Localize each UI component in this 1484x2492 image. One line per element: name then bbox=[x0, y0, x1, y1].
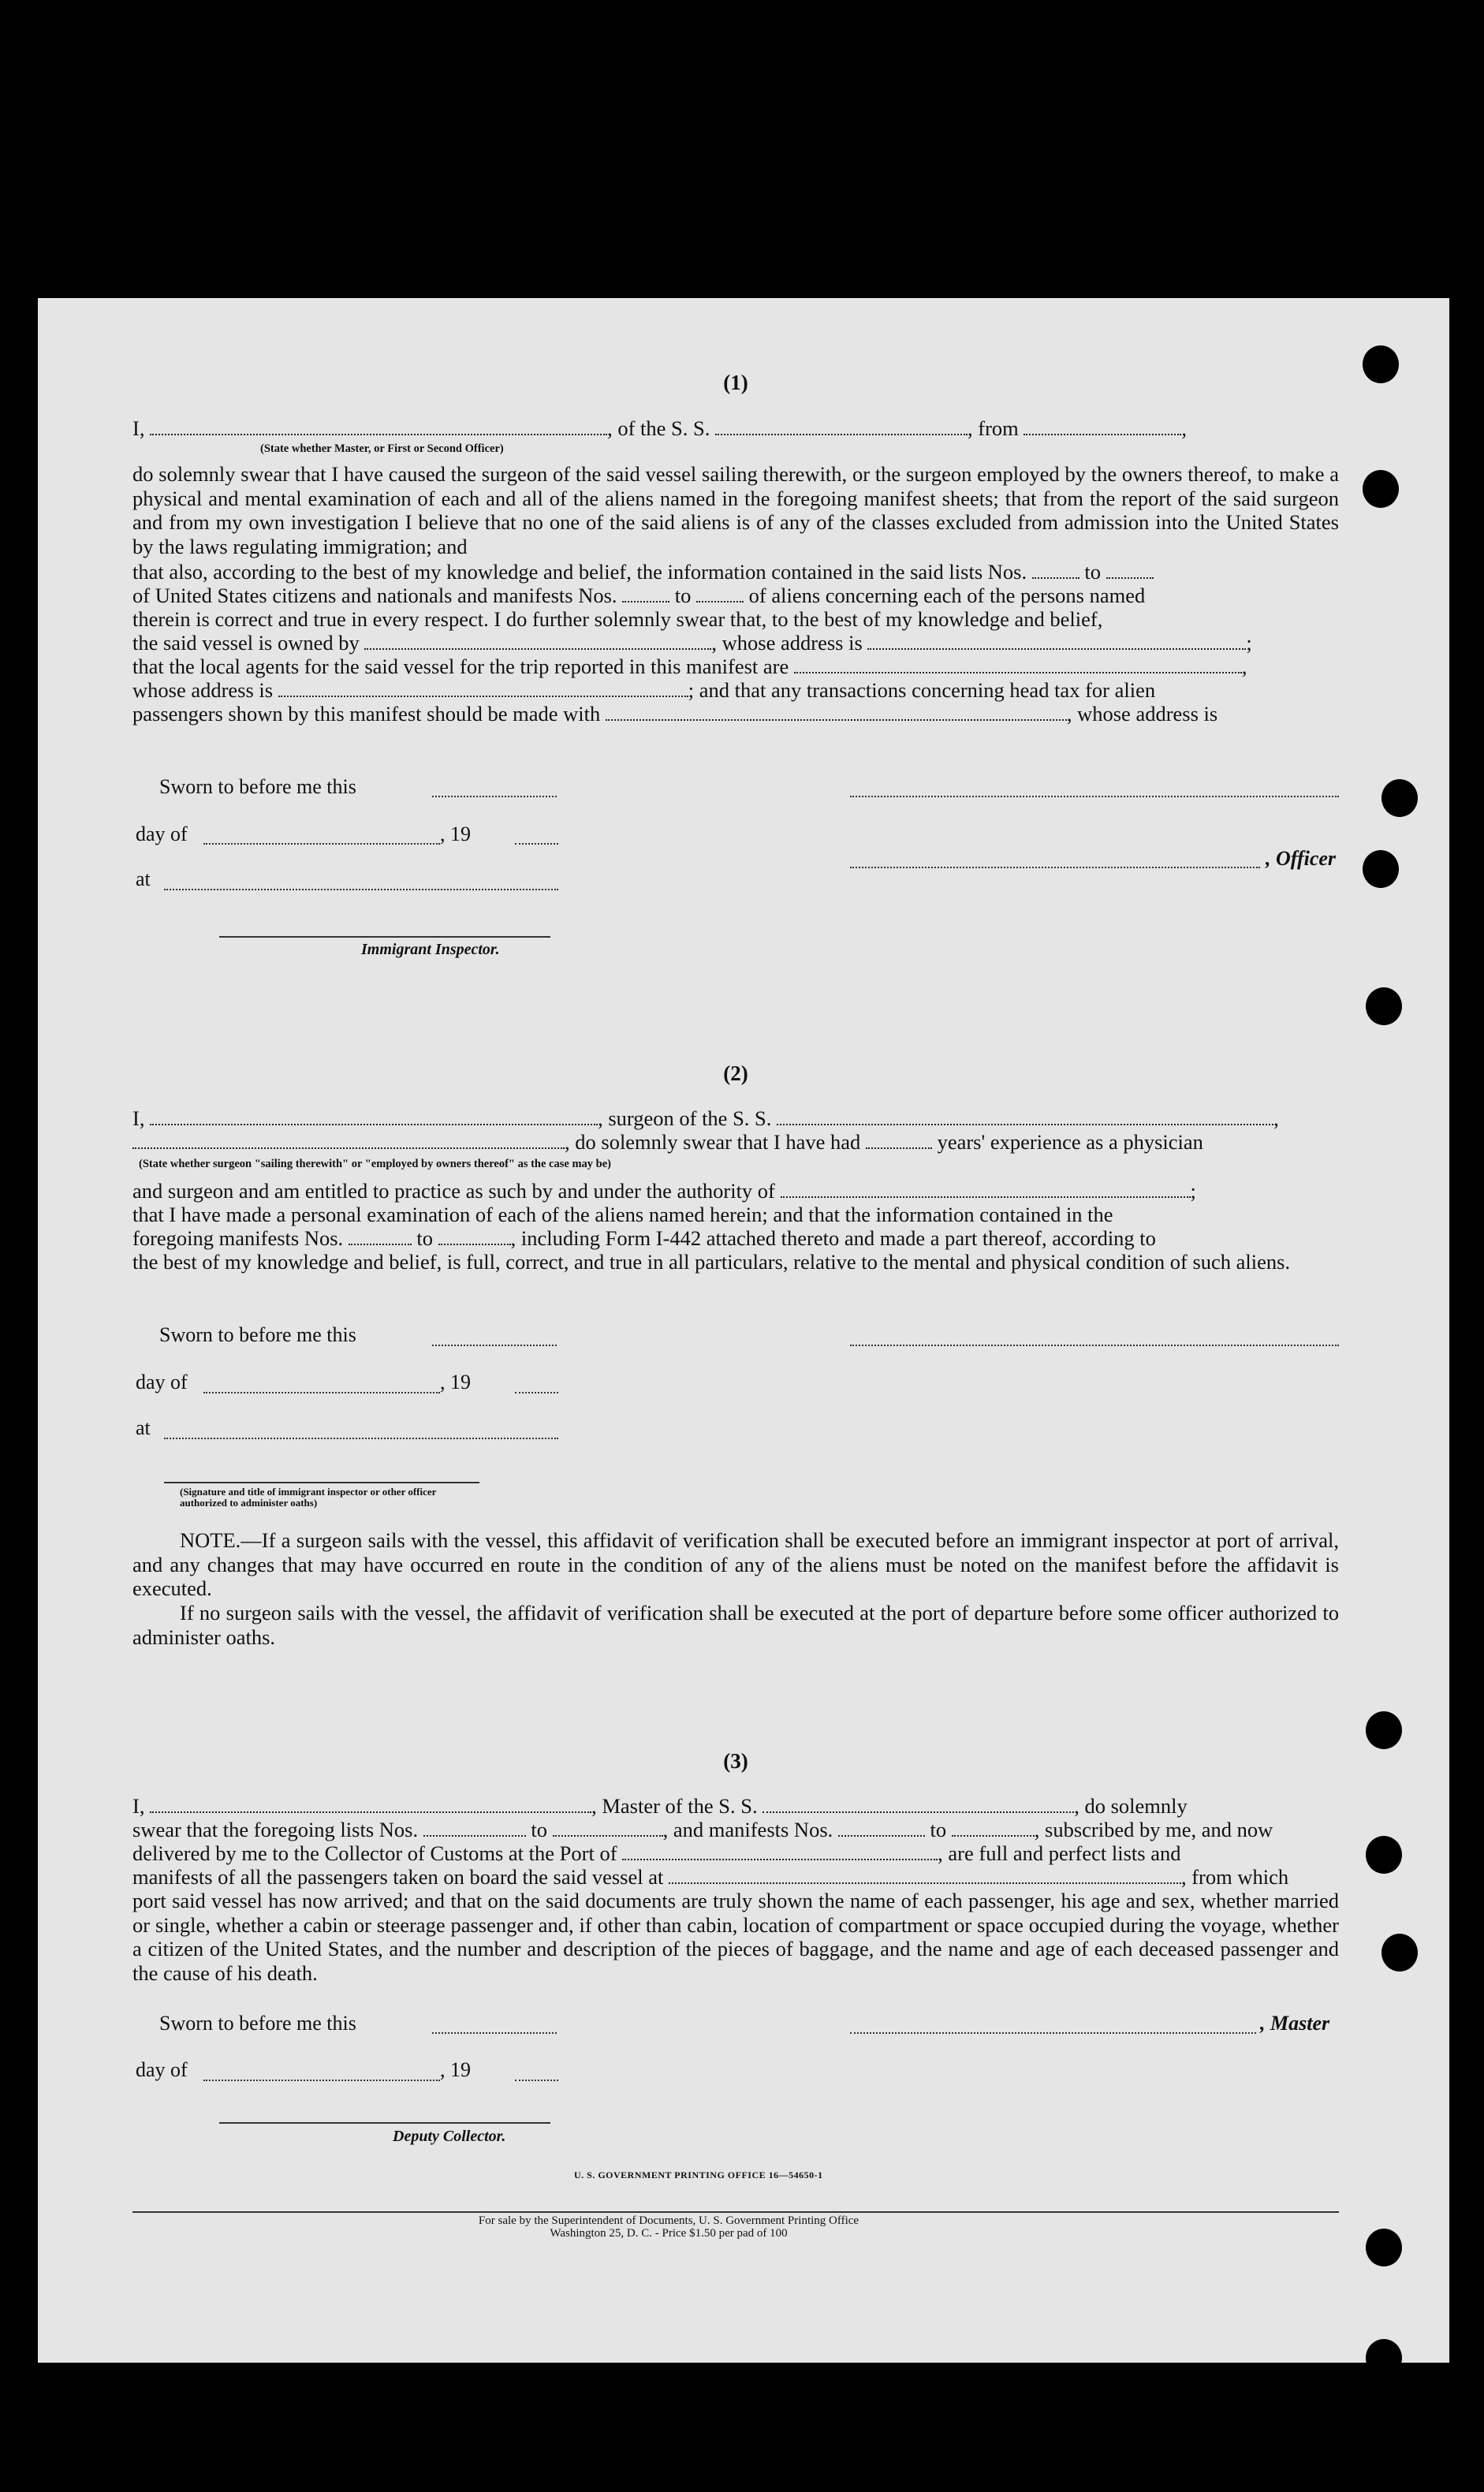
s2-row3 bbox=[132, 1179, 1196, 1203]
s3-master-signature-blank[interactable] bbox=[850, 2031, 1256, 2034]
s1-agents-address-blank[interactable] bbox=[278, 695, 688, 697]
s1-lists-to-blank[interactable] bbox=[1106, 576, 1154, 579]
s2-day-of-label: day of bbox=[136, 1371, 188, 1393]
s3-row3 bbox=[132, 1841, 1180, 1866]
s1-inspector-caption: Immigrant Inspector. bbox=[361, 941, 500, 958]
s3-row4 bbox=[132, 1865, 1288, 1890]
footer bbox=[353, 2214, 984, 2240]
s1-owner-address-blank[interactable] bbox=[867, 647, 1246, 650]
s1-row11-tail: ; and that any transactions concerning head tax for alien bbox=[688, 678, 1156, 702]
s1-manifests-to-blank[interactable] bbox=[696, 600, 744, 602]
s2-row4: that I have made a personal examination of each of the aliens named herein; and that the information contained in the bbox=[132, 1203, 1113, 1226]
s2-row3-end: ; bbox=[1190, 1179, 1196, 1203]
punch-hole bbox=[1363, 470, 1399, 508]
s1-row9-end: ; bbox=[1246, 631, 1252, 655]
s2-row5-tail: , including Form I-442 attached thereto and made a part thereof, according to bbox=[510, 1226, 1156, 1250]
punch-hole bbox=[1363, 345, 1399, 383]
s1-paragraph-1: do solemnly swear that I have caused the surgeon of the said vessel sailing therewith, or the surgeon employed by the owners thereof, to make a physical and mental examination of each and all of the aliens named in the foregoing manifest sheets; that from the report of the said surgeon and from my own investigation I believe that no one of the said aliens is of any of the classes excluded from admission into the United States by the laws regulating immigration; and bbox=[132, 462, 1339, 558]
s3-row3-tail: , are full and perfect lists and bbox=[938, 1841, 1181, 1865]
s2-row3-text: and surgeon and am entitled to practice as such by and under the authority of bbox=[132, 1179, 775, 1203]
s2-sworn-label: Sworn to before me this bbox=[159, 1323, 356, 1346]
s1-row8: therein is correct and true in every respect. I do further solemnly swear that, to the best of my knowledge and belief, bbox=[132, 607, 1103, 631]
s3-row2-tail: , subscribed by me, and now bbox=[1034, 1818, 1273, 1841]
s3-collector-caption: Deputy Collector. bbox=[393, 2128, 506, 2145]
s2-day-blank[interactable] bbox=[203, 1391, 440, 1393]
punch-hole bbox=[1366, 987, 1402, 1025]
punch-hole bbox=[1366, 2339, 1402, 2377]
s3-row2-to-2: to bbox=[930, 1818, 947, 1841]
s2-ship-blank[interactable] bbox=[777, 1123, 1273, 1125]
s1-row10-text: that the local agents for the said vessel for the trip reported in this manifest are bbox=[132, 655, 789, 678]
s1-row6-text: that also, according to the best of my knowledge and belief, the information contained in the said lists Nos. bbox=[132, 560, 1027, 584]
s3-departure-blank[interactable] bbox=[669, 1882, 1181, 1884]
s3-collector-signature-line[interactable] bbox=[219, 2121, 550, 2124]
s1-from-label: , from bbox=[968, 416, 1019, 440]
s3-year-blank[interactable] bbox=[515, 2079, 558, 2081]
s3-lists-from-blank[interactable] bbox=[423, 1834, 526, 1837]
printer-line: U. S. GOVERNMENT PRINTING OFFICE 16—54650-1 bbox=[574, 2169, 823, 2180]
s2-note-2: If no surgeon sails with the vessel, the affidavit of verification shall be executed at the port of departure before some officer authorized to administer oaths. bbox=[132, 1601, 1339, 1649]
s1-officer-label: , Officer bbox=[1266, 847, 1337, 870]
section-2-number: (2) bbox=[723, 1061, 748, 1085]
form-page bbox=[38, 298, 1449, 2363]
s1-officer-title-blank[interactable] bbox=[850, 866, 1260, 868]
s1-row12 bbox=[132, 702, 1217, 726]
s1-i-label: I, bbox=[132, 416, 145, 440]
s1-row11 bbox=[132, 678, 1155, 703]
punch-hole bbox=[1381, 1934, 1418, 1972]
s1-row7-text: of United States citizens and nationals and manifests Nos. bbox=[132, 584, 617, 607]
s1-row6-to: to bbox=[1084, 560, 1101, 584]
s3-row2-manifests: , and manifests Nos. bbox=[662, 1818, 833, 1841]
s2-at-label: at bbox=[136, 1416, 151, 1439]
s3-row4-text: manifests of all the passengers taken on board the said vessel at bbox=[132, 1865, 664, 1889]
s1-at-blank[interactable] bbox=[164, 888, 558, 890]
footer-rule bbox=[132, 2211, 1339, 2213]
s2-at-blank[interactable] bbox=[164, 1437, 558, 1439]
s2-row5-to: to bbox=[416, 1226, 434, 1250]
s2-row5-text: foregoing manifests Nos. bbox=[132, 1226, 344, 1250]
s3-row2-to-1: to bbox=[531, 1818, 547, 1841]
s2-sworn-date-blank[interactable] bbox=[432, 1344, 557, 1346]
s1-row10 bbox=[132, 655, 1247, 679]
s2-row6: the best of my knowledge and belief, is full, correct, and true in all particulars, relative to the mental and physical condition of such aliens. bbox=[132, 1250, 1291, 1274]
s3-manifests-to-blank[interactable] bbox=[952, 1834, 1035, 1837]
s2-i-label: I, bbox=[132, 1106, 145, 1130]
s2-capacity-caption: (State whether surgeon "sailing therewith" or "employed by owners thereof" as the case may be) bbox=[139, 1158, 611, 1170]
s3-lists-to-blank[interactable] bbox=[553, 1834, 663, 1837]
s1-from-blank[interactable] bbox=[1024, 433, 1181, 435]
punch-hole bbox=[1366, 1836, 1402, 1874]
s1-row9-text: the said vessel is owned by bbox=[132, 631, 360, 655]
s2-year-label: , 19 bbox=[440, 1371, 471, 1393]
s1-officer-blank[interactable] bbox=[150, 433, 607, 435]
s1-sworn-date-blank[interactable] bbox=[432, 795, 557, 797]
punch-hole bbox=[1366, 2229, 1402, 2266]
punch-hole bbox=[1366, 1711, 1402, 1749]
s3-master-label-signature: , Master bbox=[1260, 2012, 1330, 2035]
s1-line1 bbox=[132, 416, 1187, 441]
s1-lists-from-blank[interactable] bbox=[1032, 576, 1079, 579]
s2-row2-tail: years' experience as a physician bbox=[937, 1130, 1203, 1154]
s3-row1-tail: , do solemnly bbox=[1074, 1794, 1188, 1818]
s1-day-of-label: day of bbox=[136, 823, 188, 845]
s3-sworn-label: Sworn to before me this bbox=[159, 2012, 356, 2035]
s3-row4-tail: , from which bbox=[1180, 1865, 1289, 1889]
punch-hole bbox=[1363, 850, 1399, 888]
s2-manifests-from-blank[interactable] bbox=[349, 1243, 412, 1245]
s1-row9-address: , whose address is bbox=[711, 631, 863, 655]
s2-year-blank[interactable] bbox=[515, 1391, 558, 1393]
s2-authority-blank[interactable] bbox=[781, 1196, 1191, 1198]
s1-year-blank[interactable] bbox=[515, 842, 558, 845]
s1-row7 bbox=[132, 584, 1145, 608]
s2-years-blank[interactable] bbox=[866, 1147, 932, 1149]
s3-i-label: I, bbox=[132, 1794, 145, 1818]
s1-row12-tail: , whose address is bbox=[1066, 702, 1218, 726]
s3-year-label: , 19 bbox=[440, 2058, 471, 2081]
s3-port-blank[interactable] bbox=[622, 1858, 938, 1860]
s2-note-1: NOTE.—If a surgeon sails with the vessel, this affidavit of verification shall be executed before an immigrant inspector at port of arrival, and any changes that may have occurred en route in the condition of any of the aliens must be noted on the manifest before the affidavit is executed. bbox=[132, 1528, 1339, 1600]
s3-ship-blank[interactable] bbox=[763, 1811, 1074, 1813]
s2-row2 bbox=[132, 1130, 1203, 1155]
s1-row10-end: , bbox=[1241, 655, 1247, 678]
s2-signature-caption: (Signature and title of immigrant inspector or other officer authorized to administer oaths) bbox=[180, 1486, 437, 1509]
s3-row1 bbox=[132, 1794, 1188, 1819]
s3-master-label: , Master of the S. S. bbox=[591, 1794, 758, 1818]
footer-line-1: For sale by the Superintendent of Documents, U. S. Government Printing Office bbox=[478, 2214, 859, 2227]
s3-master-blank[interactable] bbox=[150, 1811, 591, 1813]
s1-row7-tail: of aliens concerning each of the persons named bbox=[748, 584, 1146, 607]
s1-line1-end: , bbox=[1181, 416, 1188, 440]
s1-headtax-blank[interactable] bbox=[606, 718, 1067, 721]
s3-day-of-label: day of bbox=[136, 2058, 188, 2081]
s2-capacity-blank[interactable] bbox=[132, 1147, 565, 1149]
s3-row3-text: delivered by me to the Collector of Customs at the Port of bbox=[132, 1841, 617, 1865]
section-3-number: (3) bbox=[723, 1749, 748, 1773]
section-1-number: (1) bbox=[723, 371, 748, 394]
s1-row6 bbox=[132, 560, 1154, 584]
s1-row12-text: passengers shown by this manifest should be made with bbox=[132, 702, 601, 726]
s1-ship-blank[interactable] bbox=[715, 433, 968, 435]
s3-row2-text: swear that the foregoing lists Nos. bbox=[132, 1818, 419, 1841]
s1-row7-to: to bbox=[674, 584, 692, 607]
s2-surgeon-label: , surgeon of the S. S. bbox=[598, 1106, 772, 1130]
s1-at-label: at bbox=[136, 867, 151, 890]
s1-of-ss-label: , of the S. S. bbox=[607, 416, 710, 440]
s1-day-blank[interactable] bbox=[203, 842, 440, 845]
s1-owner-blank[interactable] bbox=[364, 647, 711, 650]
s2-row1-end: , bbox=[1273, 1106, 1279, 1130]
s3-row2 bbox=[132, 1818, 1273, 1842]
s2-surgeon-signature-blank[interactable] bbox=[850, 1344, 1339, 1346]
s1-agents-blank[interactable] bbox=[794, 671, 1242, 673]
s3-paragraph: port said vessel has now arrived; and that on the said documents are truly shown the name of each passenger, his age and sex, whether married or single, whether a cabin or steerage passenger and, if other than cabin, location of compartment or space occupied during the voyage, whether a citizen of the United States, and the number and description of the pieces of baggage, and the name and age of each deceased passenger and the cause of his death. bbox=[132, 1889, 1339, 1985]
s3-day-blank[interactable] bbox=[203, 2079, 440, 2081]
s2-row1 bbox=[132, 1106, 1279, 1131]
s1-officer-signature-blank[interactable] bbox=[850, 795, 1339, 797]
s2-row2-text: , do solemnly swear that I have had bbox=[565, 1130, 861, 1154]
s1-year-label: , 19 bbox=[440, 823, 471, 845]
s2-manifests-to-blank[interactable] bbox=[438, 1243, 511, 1245]
s1-sworn-label: Sworn to before me this bbox=[159, 775, 356, 798]
footer-line-2: Washington 25, D. C. - Price $1.50 per pad of 100 bbox=[550, 2227, 788, 2240]
s1-row9 bbox=[132, 631, 1252, 655]
s3-sworn-date-blank[interactable] bbox=[432, 2031, 557, 2034]
s1-officer-caption: (State whether Master, or First or Second Officer) bbox=[260, 442, 504, 455]
s2-row5 bbox=[132, 1226, 1156, 1251]
s2-surgeon-blank[interactable] bbox=[150, 1123, 598, 1125]
s2-inspector-signature-line[interactable] bbox=[164, 1481, 479, 1483]
s1-row11-text: whose address is bbox=[132, 678, 274, 702]
s3-manifests-from-blank[interactable] bbox=[838, 1834, 925, 1837]
s1-manifests-from-blank[interactable] bbox=[622, 600, 669, 602]
s1-inspector-signature-line[interactable] bbox=[219, 935, 550, 938]
punch-hole bbox=[1381, 779, 1418, 817]
